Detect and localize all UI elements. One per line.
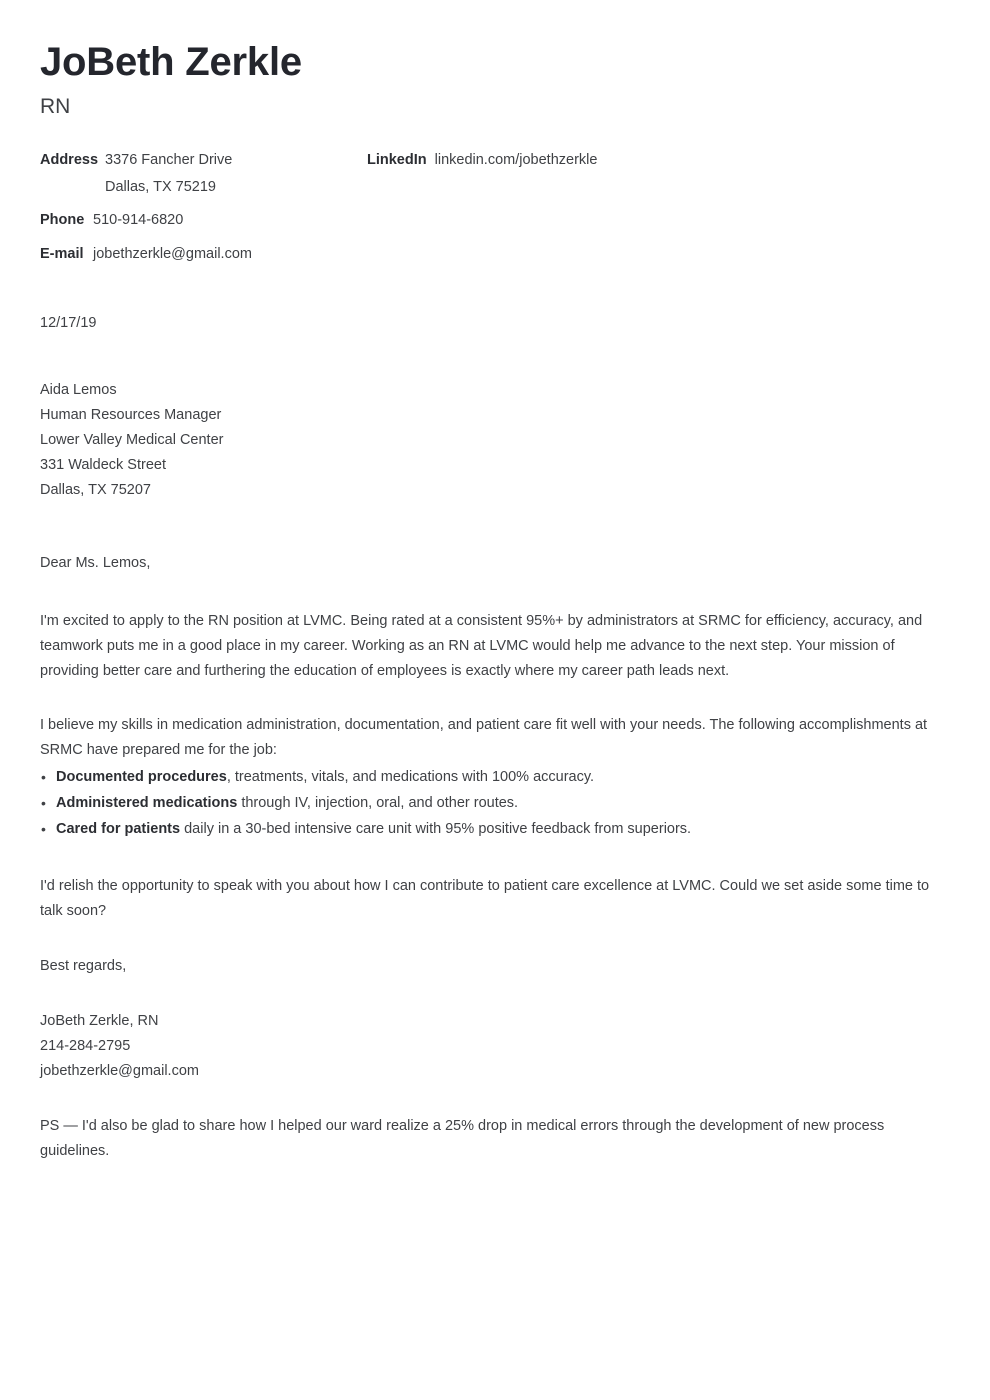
body-paragraph-2: I believe my skills in medication administration, documentation, and patient care fit well with your needs. The following accomplishments at SRMC have prepared me for the job: — [40, 717, 928, 759]
list-item — [40, 817, 942, 842]
phone-value[interactable]: 510-914-6820 — [93, 212, 184, 229]
phone-label: Phone — [40, 212, 85, 229]
bullet-rest: , treatments, vitals, and medications with 100% accuracy. — [226, 769, 595, 786]
address-label: Address — [40, 152, 99, 169]
email-label: E-mail — [40, 245, 84, 262]
signature-name: JoBeth Zerkle, RN — [40, 1012, 159, 1029]
bullet-rest: daily in a 30-bed intensive care unit with 95% positive feedback from superiors. — [180, 821, 692, 838]
contact-column-right — [367, 149, 942, 171]
bullet-lead: Cared for patients — [56, 821, 181, 838]
address-line-1: 3376 Fancher Drive — [105, 152, 233, 169]
bullet-rest: through IV, injection, oral, and other routes. — [237, 795, 519, 812]
linkedin-value[interactable]: linkedin.com/jobethzerkle — [434, 152, 598, 169]
signature-phone[interactable]: 214-284-2795 — [40, 1037, 131, 1054]
accomplishments-list — [40, 765, 942, 842]
bullet-lead: Administered medications — [56, 795, 238, 812]
recipient-city-state-zip: Dallas, TX 75207 — [40, 481, 151, 498]
postscript: PS — I'd also be glad to share how I helped our ward realize a 25% drop in medical errors through the development of new process guidelines. — [40, 1117, 885, 1159]
closing-salutation: Best regards, — [40, 958, 127, 974]
recipient-title: Human Resources Manager — [40, 406, 222, 423]
letter-date: 12/17/19 — [40, 315, 97, 332]
contact-column-left — [40, 149, 367, 265]
address-line-2: Dallas, TX 75219 — [105, 178, 216, 195]
salutation: Dear Ms. Lemos, — [40, 554, 151, 571]
contact-row-linkedin — [367, 149, 942, 171]
body-paragraph-3: I'd relish the opportunity to speak with you about how I can contribute to patient care excellence at LVMC. Could we set aside some time to talk soon? — [40, 878, 930, 920]
recipient-address-block — [40, 378, 942, 503]
recipient-company: Lower Valley Medical Center — [40, 431, 224, 448]
list-item — [40, 765, 942, 790]
email-value[interactable]: jobethzerkle@gmail.com — [93, 245, 252, 262]
signature-block — [40, 1009, 942, 1084]
bullet-lead: Documented procedures — [56, 769, 227, 786]
linkedin-label: LinkedIn — [367, 152, 427, 169]
signature-email[interactable]: jobethzerkle@gmail.com — [40, 1062, 199, 1079]
contact-row-address — [40, 149, 367, 198]
contact-row-email — [40, 243, 367, 265]
list-item — [40, 791, 942, 816]
letterhead — [40, 40, 942, 119]
contact-columns — [40, 149, 942, 265]
recipient-name: Aida Lemos — [40, 382, 117, 398]
address-value — [105, 149, 232, 198]
recipient-street: 331 Waldeck Street — [40, 456, 166, 473]
applicant-job-title: RN — [40, 95, 71, 118]
body-paragraph-1: I'm excited to apply to the RN position at LVMC. Being rated at a consistent 95%+ by administrators at SRMC for efficiency, accuracy, and teamwork puts me in a good place in my career. Working as an RN at LVMC would help me advance to the next step. Your mission of providing better care and furthering the education of employees is exactly where my career path leads next. — [40, 612, 923, 679]
contact-row-phone — [40, 209, 367, 231]
applicant-name: JoBeth Zerkle — [40, 40, 302, 84]
letter-body — [40, 311, 942, 1164]
contact-information — [40, 149, 942, 265]
